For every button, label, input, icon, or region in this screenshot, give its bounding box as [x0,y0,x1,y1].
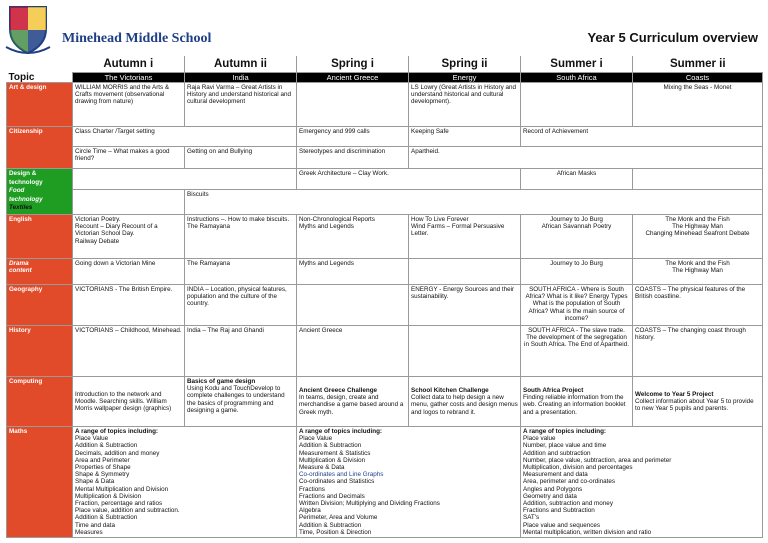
maths-autumn-item: Fraction, percentage and ratios [75,500,163,507]
term-autumn-2: Autumn ii [185,56,297,73]
subject-drama [7,258,73,284]
maths-summer-item: Measurement and data [523,471,588,479]
art-autumn-2: Raja Ravi Varma – Great Artists in History and understand historical and cultural development [185,83,297,127]
maths-summer-item: Number, place value, subtraction, area and perimeter [523,456,672,464]
computing-a2-text: Using Kodu and TouchDevelop to complete challenges to understand the basics of programming and designing a game. [187,385,285,414]
subject-english: English [7,214,73,258]
maths-summer-item: Addition and subtraction [523,449,591,457]
maths-autumn-item: Shape & Symmetry [75,471,130,479]
subject-art-design: Art & design [7,83,73,127]
english-su2-line-2: The Highway Man [672,223,723,231]
dt-label-2: technology [9,178,43,186]
computing-su2-text: Collect information about Year 5 to provide to new Year 5 pupils and parents. [635,397,754,413]
maths-summer-item: Mental multiplication, written division and ratio [523,528,652,536]
citizenship-spring-2a: Keeping Safe [409,127,521,147]
maths-summer-item: Angles and Polygons [523,485,583,493]
dt-biscuits: Biscuits [185,189,763,214]
drama-spring-1: Myths and Legends [297,258,409,284]
dt-autumn [73,169,297,190]
english-s2-line-1: How To Live Forever [411,215,469,223]
citizenship-spring-2b: Apartheid. [409,147,763,169]
topic-ancient-greece: Ancient Greece [297,73,409,83]
computing-autumn-1: Introduction to the network and Moodle. Searching skills. William Morris wallpaper design (graphics) [73,376,185,426]
geography-summer-2: COASTS – The physical features of the British coastline. [633,284,763,325]
maths-autumn-item: Properties of Shape [75,463,131,471]
computing-s2-text: Collect data to help design a new menu, gather costs and design menus and logos to rebrand it. [411,394,518,416]
term-autumn-1: Autumn i [73,56,185,73]
maths-summer-item: SAT's [523,514,540,522]
computing-s1-text: In teams, design, create and merchandise a game based around a Greek myth. [299,394,404,416]
english-a1-line-2: Recount – Diary Recount of a Victorian School Day. [75,223,158,238]
english-autumn-2 [185,214,297,258]
maths-autumn-item: Mental Multiplication and Division [75,485,169,493]
citizenship-spring-1a: Emergency and 999 calls [297,127,409,147]
english-s1-line-2: Myths and Legends [299,223,354,231]
maths-autumn-item: Addition & Subtraction [75,442,138,450]
subject-design-technology [7,169,73,215]
maths-spring-item: Fractions [299,485,325,493]
term-spring-2: Spring ii [409,56,521,73]
maths-spring-item: Place Value [299,435,333,443]
drama-summer-1: Journey to Jo Burg [521,258,633,284]
document-title: Year 5 Curriculum overview [587,30,758,45]
english-summer-2 [633,214,763,258]
geography-summer-1: SOUTH AFRICA - Where is South Africa? What is it like? Energy Types What is the population of South Africa? What is the main source of income? [521,284,633,325]
english-spring-1 [297,214,409,258]
subject-geography: Geography [7,284,73,325]
maths-autumn-item: Place value, addition and subtraction. [75,507,180,515]
maths-spring-item: Co-ordinates and Line Graphs [299,471,384,479]
english-autumn-1 [73,214,185,258]
dt-label-1: Design & [9,170,37,177]
computing-summer-1 [521,376,633,426]
english-su2-line-3: Changing Minehead Seafront Debate [645,230,750,238]
maths-summer-item: Number, place value and time [523,442,607,450]
citizenship-summer-a: Record of Achievement [521,127,763,147]
maths-spring-item: Measurement & Statistics [299,449,371,457]
history-summer-2: COASTS – The changing coast through history. [633,325,763,376]
topic-energy: Energy [409,73,521,83]
term-summer-2: Summer ii [669,58,726,70]
maths-autumn-item: Area and Perimeter [75,456,130,464]
maths-autumn-item: Place Value [75,435,109,443]
english-summer-1 [521,214,633,258]
maths-spring-item: Measure & Data [299,463,345,471]
topic-victorians: The Victorians [73,73,185,83]
dt-spring: Greek Architecture – Clay Work. [297,169,521,190]
geography-spring-2: ENERGY - Energy Sources and their sustainability. [409,284,521,325]
maths-summer-item: Place value [523,435,556,443]
drama-label-1: Drama [9,259,29,267]
history-spring-1: Ancient Greece [297,325,409,376]
dt-label-5: Textiles [9,204,33,212]
dt-label-3: Food [9,187,25,195]
citizenship-spring-1b: Stereotypes and discrimination [297,147,409,169]
drama-autumn-2: The Ramayana [185,258,297,284]
computing-summer-2 [633,376,763,426]
maths-spring-item: Time, Position & Direction [299,528,372,536]
maths-autumn-item: Decimals, addition and money [75,449,160,457]
english-s1-line-1: Non-Chronological Reports [299,215,375,223]
term-summer-1: Summer i [521,56,633,73]
maths-autumn-item: Shape & Data [75,478,115,486]
maths-summer-title: A range of topics including: [523,427,607,435]
citizenship-autumn-1b: Circle Time – What makes a good friend? [73,147,185,169]
maths-spring-title: A range of topics including: [299,427,383,435]
english-su1-line-1: Journey to Jo Burg [550,215,603,223]
art-spring-1 [297,83,409,127]
art-summer-2: Mixing the Seas - Monet [633,83,763,127]
citizenship-autumn-1a: Class Charter /Target setting [73,127,297,147]
maths-spring [297,426,521,537]
topic-india: India [185,73,297,83]
dt-label-4: technology [9,195,43,203]
history-spring-2 [409,325,521,376]
maths-summer-item: Geometry and data [523,492,577,500]
maths-spring-item: Multiplication & Division [299,456,366,464]
history-autumn-1: VICTORIANS – Childhood, Minehead. [73,325,185,376]
drama-spring-2 [409,258,521,284]
geography-autumn-1: VICTORIANS - The British Empire. [73,284,185,325]
term-spring-1: Spring i [297,56,409,73]
history-summer-1: SOUTH AFRICA - The slave trade. The development of the segregation in South Africa. The End of Apartheid. [521,325,633,376]
computing-spring-1 [297,376,409,426]
maths-summer-item: Fractions and Subtraction [523,507,595,515]
topic-south-africa: South Africa [521,73,633,83]
topic-coasts: Coasts [633,73,763,83]
subject-computing: Computing [7,376,73,426]
maths-spring-item: Written Division; Multiplying and Dividing Fractions [299,500,440,507]
maths-summer-item: Multiplication, division and percentages [523,463,633,471]
subject-citizenship: Citizenship [7,127,73,169]
computing-su1-title: South Africa Project [523,387,584,395]
english-a2-line-1: Instructions –. How to make biscuits. [187,215,290,223]
history-autumn-2: India – The Raj and Ghandi [185,325,297,376]
curriculum-table [6,56,763,538]
topic-heading: Topic [8,71,35,83]
citizenship-autumn-2b: Getting on and Bullying [185,147,297,169]
maths-autumn-title: A range of topics including: [75,427,159,435]
art-autumn-1: WILLIAM MORRIS and the Arts & Crafts movement (observational drawing from nature) [73,83,185,127]
maths-spring-item: Co-ordinates and Statistics [299,478,375,486]
dt-summer-2 [633,169,763,190]
subject-maths: Maths [7,426,73,537]
maths-autumn-item: Multiplication & Division [75,492,142,500]
english-su2-line-1: The Monk and the Fish [665,215,730,223]
maths-summer-item: Addition, subtraction and money [523,500,613,507]
maths-summer [521,426,763,537]
maths-autumn-item: Addition & Subtraction [75,514,138,522]
geography-spring-1 [297,284,409,325]
drama-summer-2 [633,258,763,284]
maths-spring-item: Addition & Subtraction [299,521,362,529]
english-s2-line-2: Wind Farms – Formal Persuasive Letter. [411,223,505,238]
geography-autumn-2: INDIA – Location, physical features, population and the culture of the country. [185,284,297,325]
drama-su2-line-2: The Highway Man [672,267,723,275]
computing-a2-title: Basics of game design [187,377,256,385]
computing-s2-title: School Kitchen Challenge [411,387,489,395]
maths-summer-item: Area, perimeter and co-ordinates [523,478,616,486]
maths-autumn-item: Time and data [75,521,116,529]
subject-history: History [7,325,73,376]
maths-summer-item: Place value and sequences [523,521,601,529]
drama-su2-line-1: The Monk and the Fish [665,259,730,267]
maths-autumn [73,426,297,537]
english-spring-2 [409,214,521,258]
english-a2-line-2: The Ramayana [187,223,231,231]
maths-spring-item: Algebra [299,507,321,515]
dt-autumn-1b [73,189,185,214]
english-a1-line-1: Victorian Poetry. [75,215,121,223]
computing-spring-2 [409,376,521,426]
maths-spring-item: Perimeter, Area and Volume [299,514,378,522]
computing-su2-title: Welcome to Year 5 Project [635,390,714,398]
art-spring-2: LS Lowry (Great Artists in History and understand historical and cultural development). [409,83,521,127]
maths-autumn-item: Measures [75,528,103,536]
school-crest-logo [4,3,52,55]
computing-su1-text: Finding reliable information from the web. Creating an information booklet and a presentation. [523,394,626,416]
art-summer-1 [521,83,633,127]
dt-summer-1: African Masks [521,169,633,190]
english-su1-line-2: African Savannah Poetry [541,223,612,231]
school-name: Minehead Middle School [62,31,212,46]
maths-spring-item: Fractions and Decimals [299,492,365,500]
english-a1-line-3: Railway Debate [75,237,120,245]
maths-spring-item: Addition & Subtraction [299,442,362,450]
computing-autumn-2 [185,376,297,426]
drama-label-2: content [9,267,32,275]
computing-s1-title: Ancient Greece Challenge [299,387,378,395]
drama-autumn-1: Going down a Victorian Mine [73,258,185,284]
